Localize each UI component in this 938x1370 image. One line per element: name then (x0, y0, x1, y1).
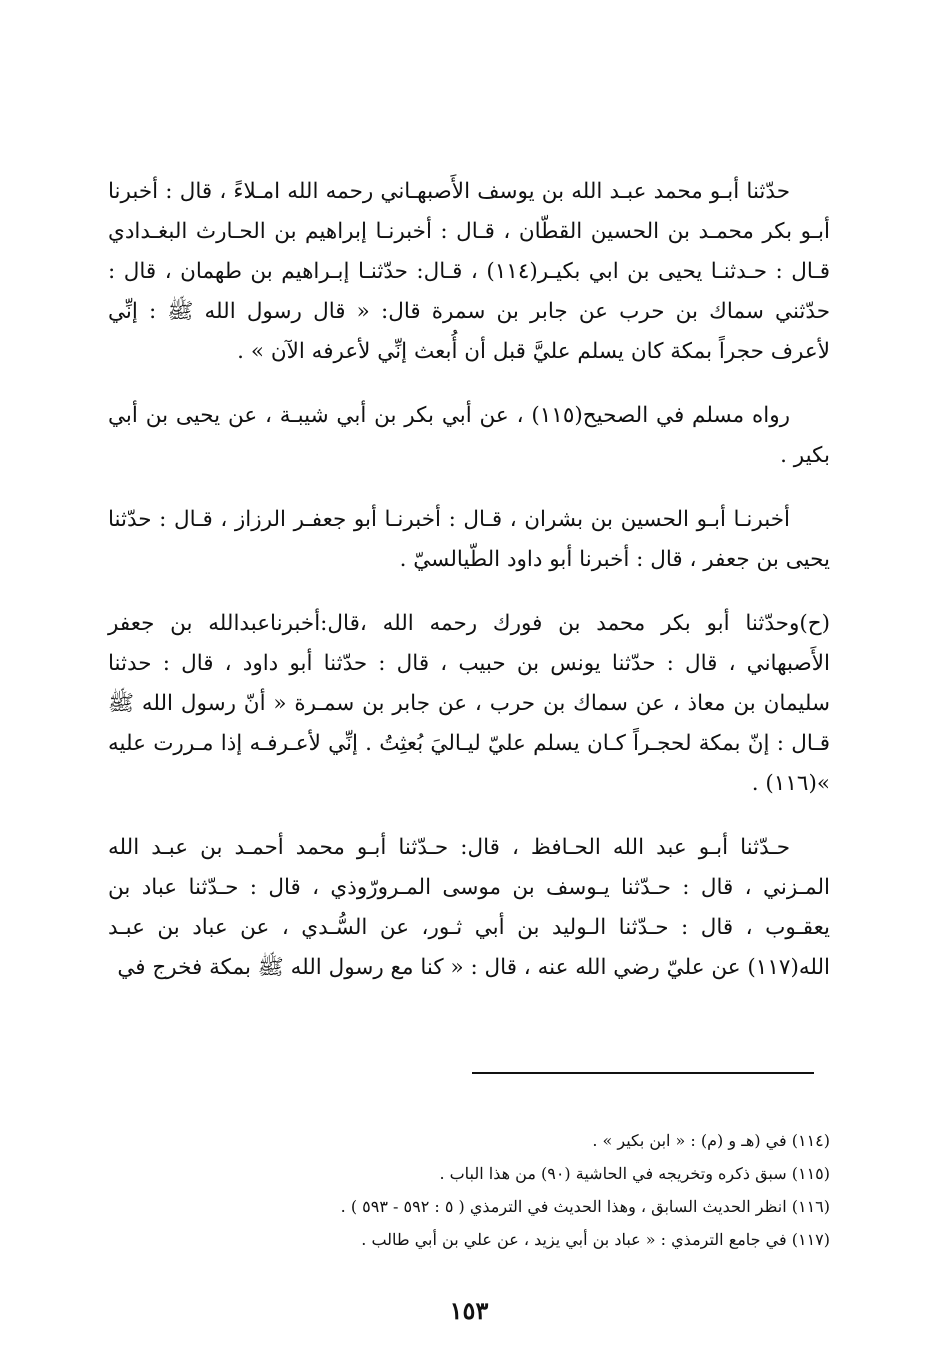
paragraph-5 (108, 828, 830, 988)
paragraph-4 (108, 604, 830, 804)
main-text (108, 172, 830, 1012)
paragraph-3-text: أخبرنـا أبـو الحسين بن بشران ، قـال : أخبرنـا أبو جعفـر الرزاز ، قـال : حدّثنا يحيى بن جعفر ، قال : أخبرنا أبو داود الطّيالسيّ . (108, 507, 830, 572)
footnote-114: (١١٤) في (هـ و (م) : « ابن بكير » . (592, 1131, 830, 1150)
paragraph-5-text: حـدّثنا أبـو عبد الله الحـافظ ، قال: حـدّثنا أبـو محمد أحمـد بن عبـد الله المـزني ، قال : حـدّثنا يـوسف بن موسى المـرورّوذي ، قال : حـدّثنا عباد بن يعقـوب ، قال : حـدّثنا الـوليد بن أبي ثـور، عن السُّـدي ، عن عباد بن عبـد الله(١١٧) عن عليّ رضي الله عنه ، قال : « كنا مع رسول الله ﷺ بمكة فخرج في (108, 835, 830, 980)
paragraph-1 (108, 172, 830, 372)
paragraph-3 (108, 500, 830, 580)
footnote-divider (472, 1072, 814, 1074)
paragraph-2 (108, 396, 830, 476)
footnote-116: (١١٦) انظر الحديث السابق ، وهذا الحديث في الترمذي ( ٥ : ٥٩٢ - ٥٩٣ ) . (340, 1197, 830, 1216)
paragraph-4-text: (ح)وحدّثنا أبو بكر محمد بن فورك رحمه الله ،قال:أخبرناعبدالله بن جعفر الأَصبهاني ، قال : حدّثنا يونس بن حبيب ، قال : حدّثنا أبو داود ، قال : حدثنا سليمان بن معاذ ، عن سماك بن حرب ، عن جابر بن سمـرة « أنّ رسول الله ﷺ قـال : إنّ بمكة لحجـراً كـان يسلم عليّ ليـاليَ بُعثِتُ . إنِّي لأعـرفـه إذا مـررت عليه »(١١٦) . (108, 611, 830, 796)
footnote-115: (١١٥) سبق ذكره وتخريجه في الحاشية (٩٠) من هذا الباب . (439, 1164, 830, 1183)
paragraph-2-text: رواه مسلم في الصحيح(١١٥) ، عن أبي بكر بن أبي شيبـة ، عن يحيى بن أبي بكير . (108, 403, 830, 468)
footnote-117: (١١٧) في جامع الترمذي : « عباد بن أبي يزيد ، عن علي بن أبي طالب . (361, 1230, 830, 1249)
page-number: ١٥٣ (449, 1296, 489, 1325)
footnotes (200, 1124, 830, 1256)
paragraph-1-text: حدّثنا أبـو محمد عبـد الله بن يوسف الأَصبهـاني رحمه الله امـلاءً ، قال : أخبرنا أبـو بكر محمـد بن الحسين القطّان ، قـال : أخبرنـا إبراهيم بن الحـارث البغـدادي قـال : حـدثنـا يحيى بن ابي بكيـر(١١٤) ، قـال: حدّثنـا إبـراهيم بن طهمان ، قال : حدّثني سماك بن حرب عن جابر بن سمرة قال: « قال رسول الله ﷺ : إنِّي لأعرف حجراً بمكة كان يسلم عليَّ قبل أن أُبعث إنِّي لأعرفه الآن » . (108, 179, 830, 364)
